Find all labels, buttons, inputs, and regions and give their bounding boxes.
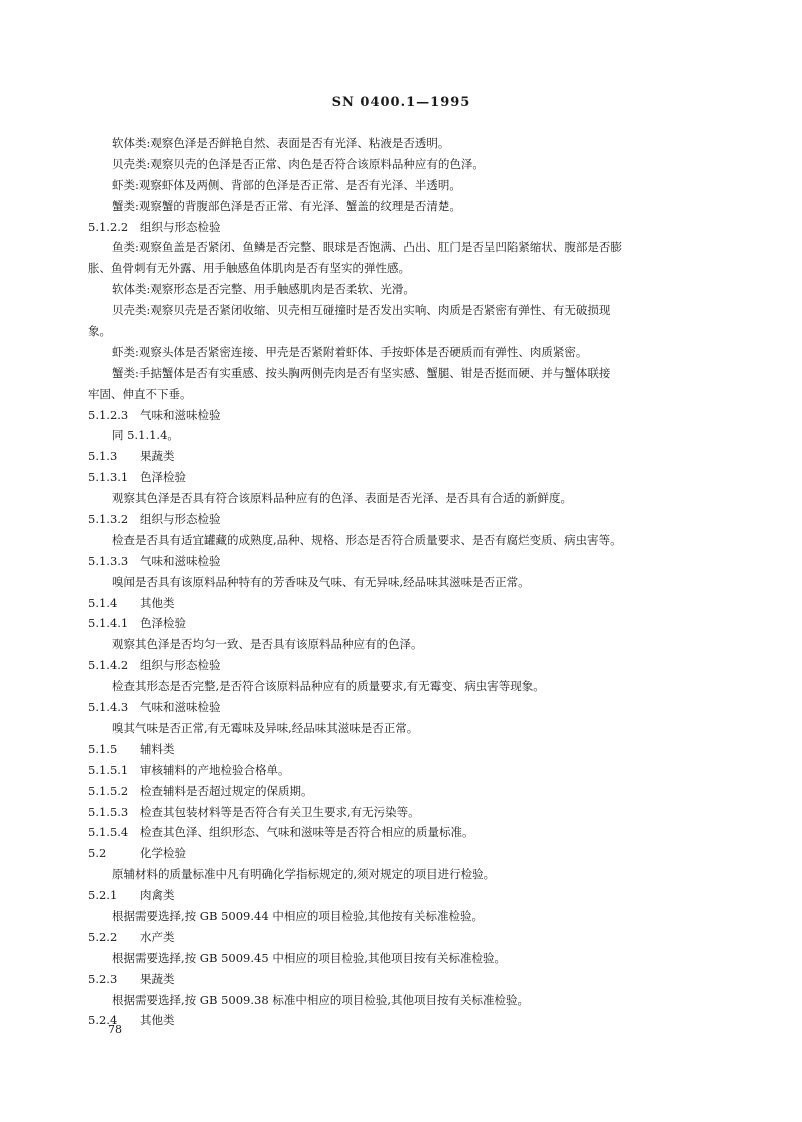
section-number: 5.2.4 — [88, 1013, 118, 1028]
section-number: 5.2 — [88, 846, 107, 861]
section-heading — [88, 217, 718, 238]
section-title: 肉禽类 — [140, 888, 175, 903]
section-number: 5.2.1 — [88, 888, 118, 903]
section-number: 5.1.3.1 — [88, 470, 129, 485]
section-number: 5.2.2 — [88, 929, 118, 944]
section-title: 色泽检验 — [140, 470, 186, 485]
section-title: 气味和滋味检验 — [140, 553, 221, 568]
paragraph-line: 根据需要选择,按 GB 5009.45 中相应的项目检验,其他项目按有关标准检验。 — [112, 950, 506, 965]
section-title: 组织与形态检验 — [140, 658, 221, 673]
section-title: 果蔬类 — [140, 449, 175, 464]
paragraph-line: 嗅其气味是否正常,有无霉味及异味,经品味其滋味是否正常。 — [112, 720, 419, 735]
section-heading — [88, 781, 718, 802]
section-title: 检查其包装材料等是否符合有关卫生要求,有无污染等。 — [140, 804, 420, 819]
paragraph-line: 贝壳类:观察贝壳的色泽是否正常、肉色是否符合该原料品种应有的色泽。 — [112, 156, 484, 171]
section-title: 审核辅料的产地检验合格单。 — [140, 762, 290, 777]
section-number: 5.1.5.2 — [88, 783, 129, 798]
section-title: 水产类 — [140, 929, 175, 944]
section-heading — [88, 697, 718, 718]
paragraph-line: 软体类:观察色泽是否鲜艳自然、表面是否有光泽、粘液是否透明。 — [112, 136, 450, 150]
section-heading — [88, 613, 718, 634]
standard-number-header: SN 0400.1—1995 — [331, 95, 471, 110]
section-number: 5.1.3.3 — [88, 553, 129, 568]
section-title: 组织与形态检验 — [140, 512, 221, 527]
paragraph-line: 根据需要选择,按 GB 5009.38 标准中相应的项目检验,其他项目按有关标准检验。 — [112, 992, 529, 1007]
section-title: 化学检验 — [140, 846, 186, 861]
section-title: 果蔬类 — [140, 971, 175, 986]
section-title: 组织与形态检验 — [140, 219, 221, 234]
paragraph-line: 检查是否具有适宜罐藏的成熟度,品种、规格、形态是否符合质量要求、是否有腐烂变质、病虫害等。 — [112, 532, 622, 547]
paragraph-line: 检查其形态是否完整,是否符合该原料品种应有的质量要求,有无霉变、病虫害等现象。 — [112, 679, 545, 694]
paragraph-line: 根据需要选择,按 GB 5009.44 中相应的项目检验,其他按有关标准检验。 — [112, 908, 483, 923]
section-heading — [88, 467, 718, 488]
section-heading — [88, 551, 718, 572]
paragraph-line: 软体类:观察形态是否完整、用手触感肌肉是否柔软、光滑。 — [112, 282, 415, 297]
section-heading — [88, 739, 718, 760]
section-heading — [88, 927, 718, 948]
section-title: 色泽检验 — [140, 616, 186, 631]
paragraph-continuation: 胀、鱼骨刺有无外露、用手触感鱼体肌肉是否有坚实的弹性感。 — [88, 261, 410, 276]
section-number: 5.1.3 — [88, 449, 118, 464]
paragraph-continuation: 牢固、伸直不下垂。 — [88, 386, 192, 401]
paragraph-line: 原辅材料的质量标准中凡有明确化学指标规定的,须对规定的项目进行检验。 — [112, 867, 496, 882]
section-heading — [88, 843, 718, 864]
section-number: 5.1.4 — [88, 595, 118, 610]
section-heading — [88, 822, 718, 843]
section-number: 5.1.5.3 — [88, 804, 129, 819]
section-title: 辅料类 — [140, 741, 175, 756]
section-heading — [88, 1010, 718, 1031]
paragraph-line: 贝壳类:观察贝壳是否紧闭收缩、贝壳相互碰撞时是否发出实响、肉质是否紧密有弹性、有无破损现 — [112, 303, 611, 318]
section-title: 检查其色泽、组织形态、气味和滋味等是否符合相应的质量标准。 — [140, 825, 474, 840]
paragraph-line: 嗅闻是否具有该原料品种特有的芳香味及气味、有无异味,经品味其滋味是否正常。 — [112, 574, 530, 589]
section-number: 5.1.4.2 — [88, 658, 129, 673]
section-heading — [88, 802, 718, 823]
section-title: 气味和滋味检验 — [140, 407, 221, 422]
section-number: 5.1.4.3 — [88, 700, 129, 715]
section-title: 气味和滋味检验 — [140, 700, 221, 715]
section-title: 其他类 — [140, 1013, 175, 1028]
section-number: 5.1.4.1 — [88, 616, 129, 631]
section-number: 5.1.5 — [88, 741, 118, 756]
page-number: 78 — [108, 1023, 122, 1036]
section-heading — [88, 969, 718, 990]
section-heading — [88, 446, 718, 467]
section-heading — [88, 760, 718, 781]
paragraph-line: 鱼类:观察鱼盖是否紧闭、鱼鳞是否完整、眼球是否饱满、凸出、肛门是否呈凹陷紧缩状、腹部是否膨 — [112, 240, 622, 255]
section-heading — [88, 655, 718, 676]
paragraph-line: 虾类:观察虾体及两侧、背部的色泽是否正常、是否有光泽、半透明。 — [112, 177, 461, 192]
paragraph-line: 同 5.1.1.4。 — [112, 428, 179, 443]
paragraph-line: 虾类:观察头体是否紧密连接、甲壳是否紧附着虾体、手按虾体是否硬质而有弹性、肉质紧密。 — [112, 344, 588, 359]
paragraph-continuation: 象。 — [88, 324, 111, 339]
section-number: 5.1.5.1 — [88, 762, 129, 777]
section-title: 其他类 — [140, 595, 175, 610]
section-number: 5.1.2.3 — [88, 407, 129, 422]
paragraph-line: 观察其色泽是否均匀一致、是否具有该原料品种应有的色泽。 — [112, 637, 423, 652]
section-heading — [88, 405, 718, 426]
paragraph-line: 观察其色泽是否具有符合该原料品种应有的色泽、表面是否光泽、是否具有合适的新鲜度。 — [112, 491, 572, 506]
section-heading — [88, 593, 718, 614]
paragraph-line: 蟹类:手掂蟹体是否有实重感、按头胸两侧壳肉是否有坚实感、蟹腿、钳是否挺而硬、并与蟹体联接 — [112, 365, 611, 380]
paragraph-line: 蟹类:观察蟹的背腹部色泽是否正常、有光泽、蟹盖的纹理是否清楚。 — [112, 198, 461, 213]
section-heading — [88, 885, 718, 906]
section-number: 5.2.3 — [88, 971, 118, 986]
section-heading — [88, 509, 718, 530]
document-body — [88, 133, 718, 1031]
section-number: 5.1.2.2 — [88, 219, 129, 234]
section-number: 5.1.5.4 — [88, 825, 129, 840]
section-number: 5.1.3.2 — [88, 512, 129, 527]
section-title: 检查辅料是否超过规定的保质期。 — [140, 783, 313, 798]
